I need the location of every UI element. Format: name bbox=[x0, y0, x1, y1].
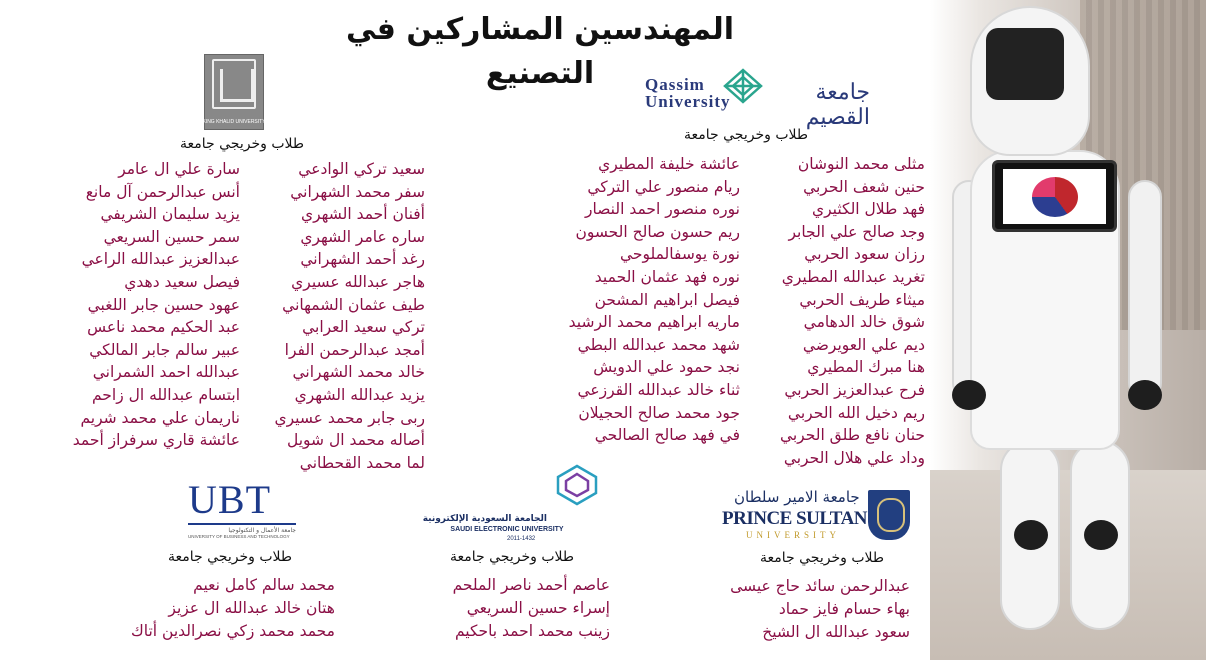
list-item: عبد الحكيم محمد ناعس bbox=[87, 318, 240, 337]
kku-logo: KING KHALID UNIVERSITY bbox=[204, 54, 264, 130]
list-item: تغريد عبدالله المطيري bbox=[781, 267, 925, 286]
list-item: وجد صالح علي الجابر bbox=[788, 222, 925, 241]
list-item: ميثاء طريف الحربي bbox=[799, 290, 925, 309]
kku-emblem-icon bbox=[212, 59, 256, 109]
list-item: عبدالله احمد الشمراني bbox=[92, 363, 240, 382]
robot-chest-screen bbox=[992, 160, 1117, 232]
list-item: ربى جابر محمد عسيري bbox=[274, 408, 425, 427]
psu-names bbox=[700, 575, 910, 644]
list-item: رغد أحمد الشهراني bbox=[300, 250, 425, 269]
seu-names bbox=[420, 574, 610, 643]
list-item: فهد طلال الكثيري bbox=[811, 200, 925, 219]
robot-visor bbox=[986, 28, 1064, 100]
ubt-caption: طلاب وخريجي جامعة bbox=[168, 549, 292, 565]
list-item: خالد محمد الشهراني bbox=[292, 363, 425, 382]
list-item: زينب محمد احمد باحكيم bbox=[454, 622, 610, 640]
list-item: هاجر عبدالله عسيري bbox=[291, 272, 425, 291]
list-item: يزيد سليمان الشريفي bbox=[100, 205, 240, 224]
floor bbox=[930, 470, 1206, 660]
list-item: فرح عبدالعزيز الحربي bbox=[784, 380, 925, 399]
list-item: تركي سعيد العرابي bbox=[302, 318, 425, 337]
list-item: سعيد تركي الوادعي bbox=[298, 160, 425, 178]
list-item: شوق خالد الدهامي bbox=[803, 313, 925, 332]
list-item: عبدالعزيز عبدالله الراعي bbox=[81, 250, 240, 269]
qassim-names-left bbox=[535, 153, 740, 447]
list-item: فيصل سعيد دهدي bbox=[124, 272, 240, 291]
robot-right-arm bbox=[1128, 180, 1162, 400]
list-item: سارة علي ال عامر bbox=[118, 160, 240, 178]
list-item: محمد محمد زكي نصرالدين أتاك bbox=[130, 622, 335, 640]
list-item: طيف عثمان الشمهاني bbox=[282, 295, 425, 314]
list-item: مثلى محمد النوشان bbox=[797, 155, 925, 173]
page-title: المهندسين المشاركين في التصنيع bbox=[345, 12, 735, 91]
list-item: حنين شعف الحربي bbox=[803, 177, 925, 196]
list-item: ديم علي العويرضي bbox=[802, 335, 925, 354]
list-item: ريم حسون صالح الحسون bbox=[575, 222, 740, 241]
list-item: إسراء حسين السريعي bbox=[466, 599, 610, 617]
smart-methods-logo-icon bbox=[1032, 177, 1078, 217]
kku-caption: طلاب وخريجي جامعة bbox=[180, 136, 304, 152]
list-item: بهاء حسام فايز حماد bbox=[778, 600, 910, 618]
list-item: فيصل ابراهيم المشحن bbox=[594, 290, 740, 309]
list-item: أنس عبدالرحمن آل مانع bbox=[85, 182, 240, 201]
qassim-caption: طلاب وخريجي جامعة bbox=[684, 127, 808, 143]
list-item: ماريه ابراهيم محمد الرشيد bbox=[568, 313, 740, 332]
qassim-names-right bbox=[745, 153, 925, 469]
robot-left-hand-joint bbox=[952, 380, 986, 410]
list-item: رزان سعود الحربي bbox=[804, 245, 925, 264]
qassim-logo bbox=[645, 66, 870, 130]
list-item: يزيد عبدالله الشهري bbox=[294, 385, 425, 404]
kku-names-left bbox=[50, 158, 240, 452]
qassim-lattice-icon bbox=[721, 66, 765, 106]
qassim-logo-ar: جامعة القصيم bbox=[805, 80, 870, 130]
kku-names-right bbox=[250, 158, 425, 474]
list-item: ناريمان علي محمد شريم bbox=[80, 408, 240, 427]
list-item: نورة يوسفالملوحي bbox=[619, 245, 740, 264]
list-item: عبير سالم جابر المالكي bbox=[89, 340, 240, 359]
robot-right-hand-joint bbox=[1128, 380, 1162, 410]
ubt-names bbox=[95, 574, 335, 643]
psu-logo: جامعة الامير سلطان PRINCE SULTAN UNIVERSITY bbox=[722, 488, 912, 544]
list-item: جود محمد صالح الحجيلان bbox=[578, 403, 740, 422]
list-item: عهود حسين جابر اللغبي bbox=[87, 295, 240, 314]
list-item: ثناء خالد عبدالله القرزعي bbox=[577, 380, 740, 399]
list-item: نوره منصور احمد النصار bbox=[585, 200, 740, 219]
list-item: ساره عامر الشهري bbox=[300, 227, 425, 246]
list-item: هنا مبرك المطيري bbox=[807, 358, 925, 377]
list-item: شهد محمد عبدالله البطي bbox=[577, 335, 740, 354]
list-item: عائشة قاري سرفراز أحمد bbox=[72, 431, 240, 450]
robot-right-knee bbox=[1084, 520, 1118, 550]
robot-left-knee bbox=[1014, 520, 1048, 550]
list-item: سعود عبدالله ال الشيخ bbox=[762, 623, 910, 641]
list-item: أفنان أحمد الشهري bbox=[300, 205, 425, 224]
list-item: لما محمد القحطاني bbox=[299, 453, 425, 472]
qassim-logo-en: Qassim University bbox=[645, 75, 731, 111]
list-item: ريام منصور علي التركي bbox=[587, 177, 740, 196]
seu-caption: طلاب وخريجي جامعة bbox=[450, 549, 574, 565]
list-item: حنان نافع طلق الحربي bbox=[779, 426, 925, 445]
list-item: هتان خالد عبدالله ال عزيز bbox=[168, 599, 335, 617]
list-item: ريم دخيل الله الحربي bbox=[787, 403, 925, 422]
seu-network-icon bbox=[552, 462, 602, 508]
list-item: محمد سالم كامل نعيم bbox=[193, 576, 335, 594]
robot-photo bbox=[930, 0, 1206, 660]
list-item: سفر محمد الشهراني bbox=[290, 182, 425, 201]
seu-logo: الجامعة السعودية الإلكترونية SAUDI ELECTRONIC UNIVERSITY 2011-1432 bbox=[447, 462, 567, 546]
list-item: عبدالرحمن سائد حاج عيسى bbox=[730, 577, 910, 595]
ubt-logo: UBT جامعة الأعمال و التكنولوجيا UNIVERSITY OF BUSINESS AND TECHNOLOGY bbox=[188, 477, 296, 539]
psu-caption: طلاب وخريجي جامعة bbox=[760, 550, 884, 566]
list-item: في فهد صالح الصالحي bbox=[594, 426, 740, 445]
list-item: عاصم أحمد ناصر الملحم bbox=[452, 576, 610, 594]
list-item: وداد علي هلال الحربي bbox=[783, 448, 925, 467]
list-item: أمجد عبدالرحمن الفرا bbox=[284, 340, 425, 359]
list-item: نوره فهد عثمان الحميد bbox=[594, 267, 740, 286]
list-item: أصاله محمد ال شويل bbox=[286, 431, 425, 450]
psu-crest-icon bbox=[868, 490, 910, 540]
list-item: سمر حسين السريعي bbox=[103, 227, 240, 246]
list-item: نجد حمود علي الدويش bbox=[593, 358, 740, 377]
list-item: ابتسام عبدالله ال زاحم bbox=[91, 385, 240, 404]
list-item: عائشة خليفة المطيري bbox=[598, 155, 740, 173]
